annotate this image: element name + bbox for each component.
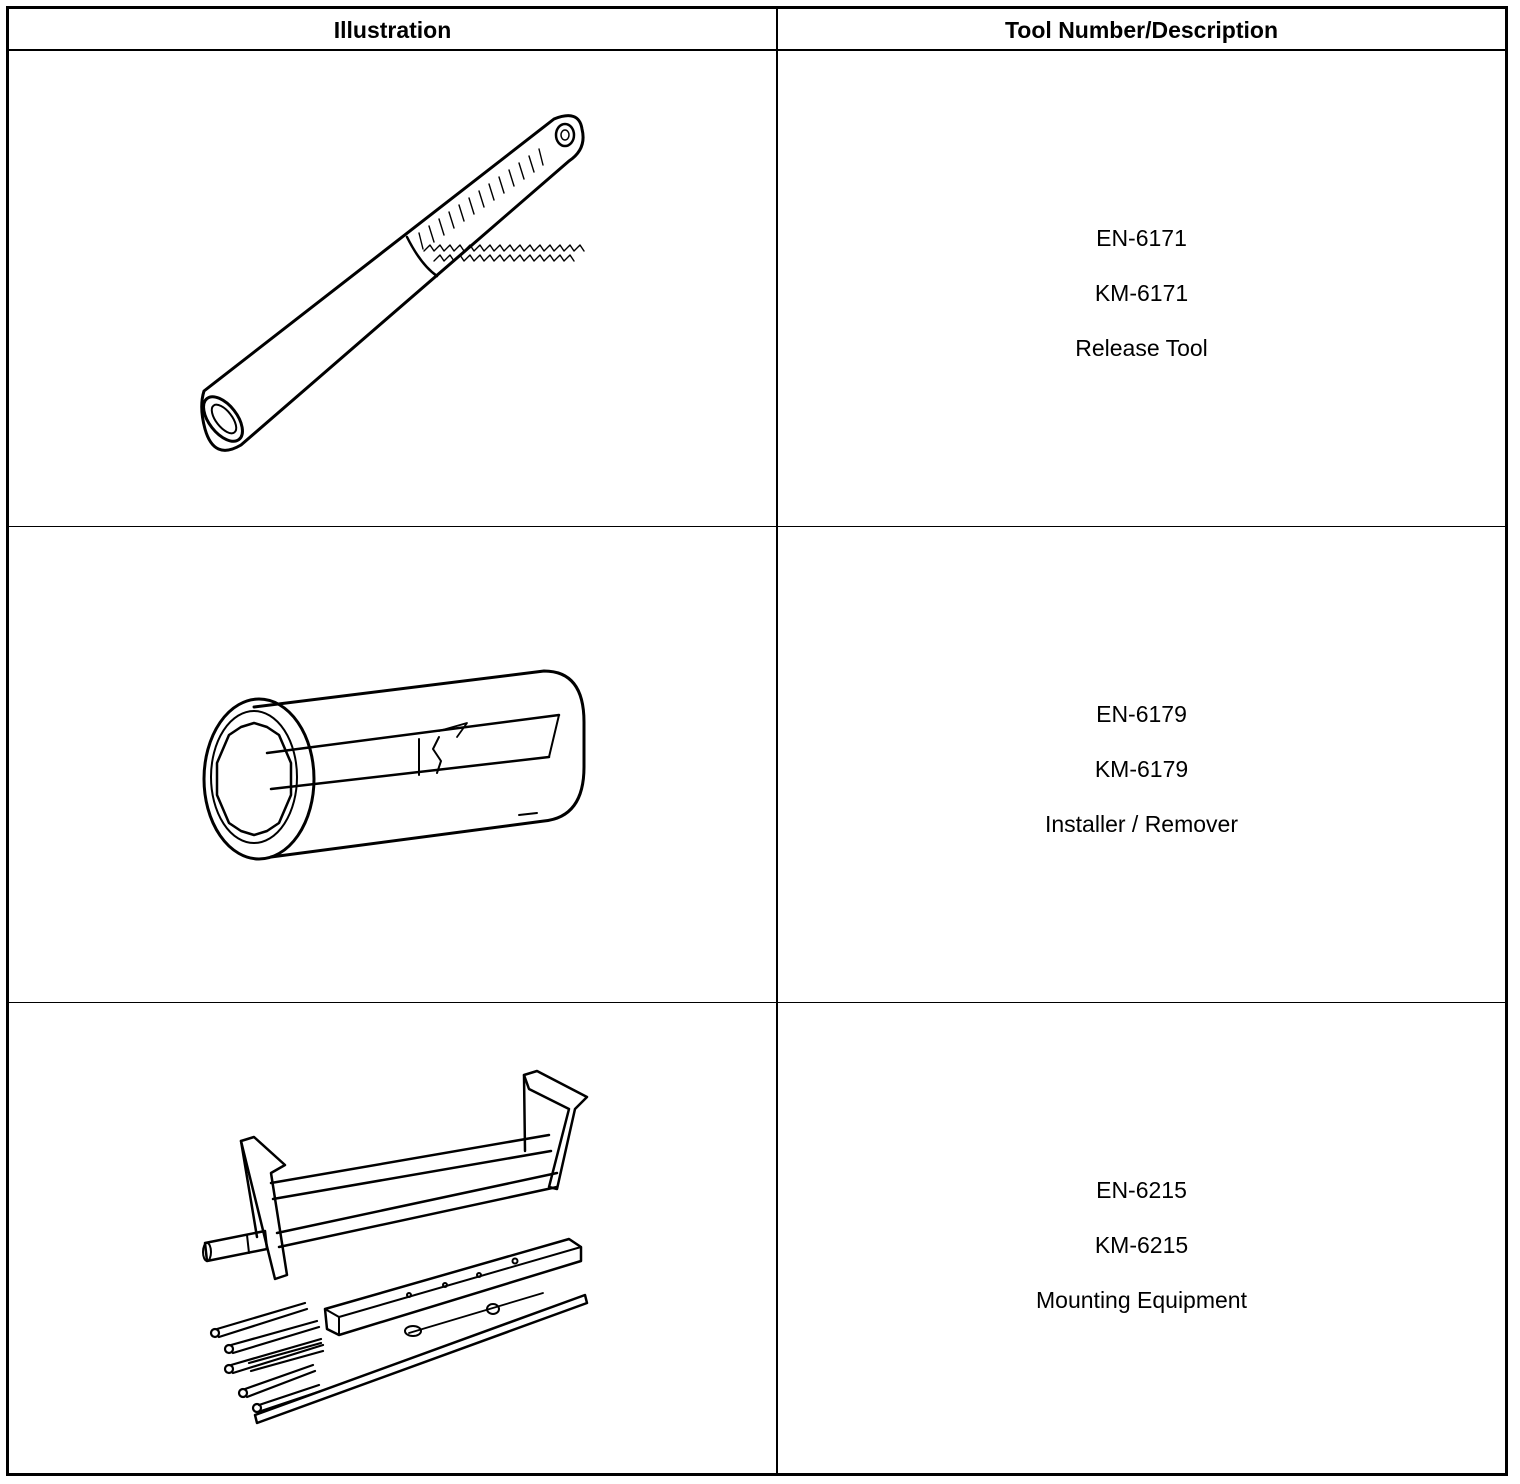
- en-tool-number: EN-6179: [1096, 701, 1187, 727]
- km-tool-number: KM-6171: [1094, 280, 1189, 306]
- tool-description-cell: [778, 1003, 1505, 1473]
- tool-description-cell: [778, 527, 1505, 1002]
- illustration-cell: [9, 51, 776, 526]
- special-tools-table: [6, 6, 1508, 1476]
- illustration-cell: [9, 1003, 776, 1473]
- en-tool-number: EN-6215: [1096, 1177, 1187, 1203]
- release-tool-drawing-icon: [9, 51, 776, 527]
- installer-remover-drawing-icon: [9, 527, 776, 1003]
- en-tool-number: EN-6171: [1096, 225, 1187, 251]
- table-row: [9, 1003, 1505, 1473]
- table-header-row: [9, 9, 1505, 51]
- tool-description: Release Tool: [1075, 335, 1208, 361]
- table-row: [9, 51, 1505, 527]
- table-row: [9, 527, 1505, 1003]
- km-tool-number: KM-6179: [1094, 756, 1189, 782]
- mounting-equipment-drawing-icon: [9, 1003, 776, 1473]
- tool-description: Mounting Equipment: [1036, 1287, 1247, 1313]
- tool-description-cell: [778, 51, 1505, 526]
- km-tool-number: KM-6215: [1094, 1232, 1189, 1258]
- illustration-cell: [9, 527, 776, 1002]
- tool-description: Installer / Remover: [1044, 811, 1238, 837]
- illustration-column-header: Illustration: [333, 17, 452, 43]
- tool-description-column-header: Tool Number/Description: [1004, 17, 1279, 43]
